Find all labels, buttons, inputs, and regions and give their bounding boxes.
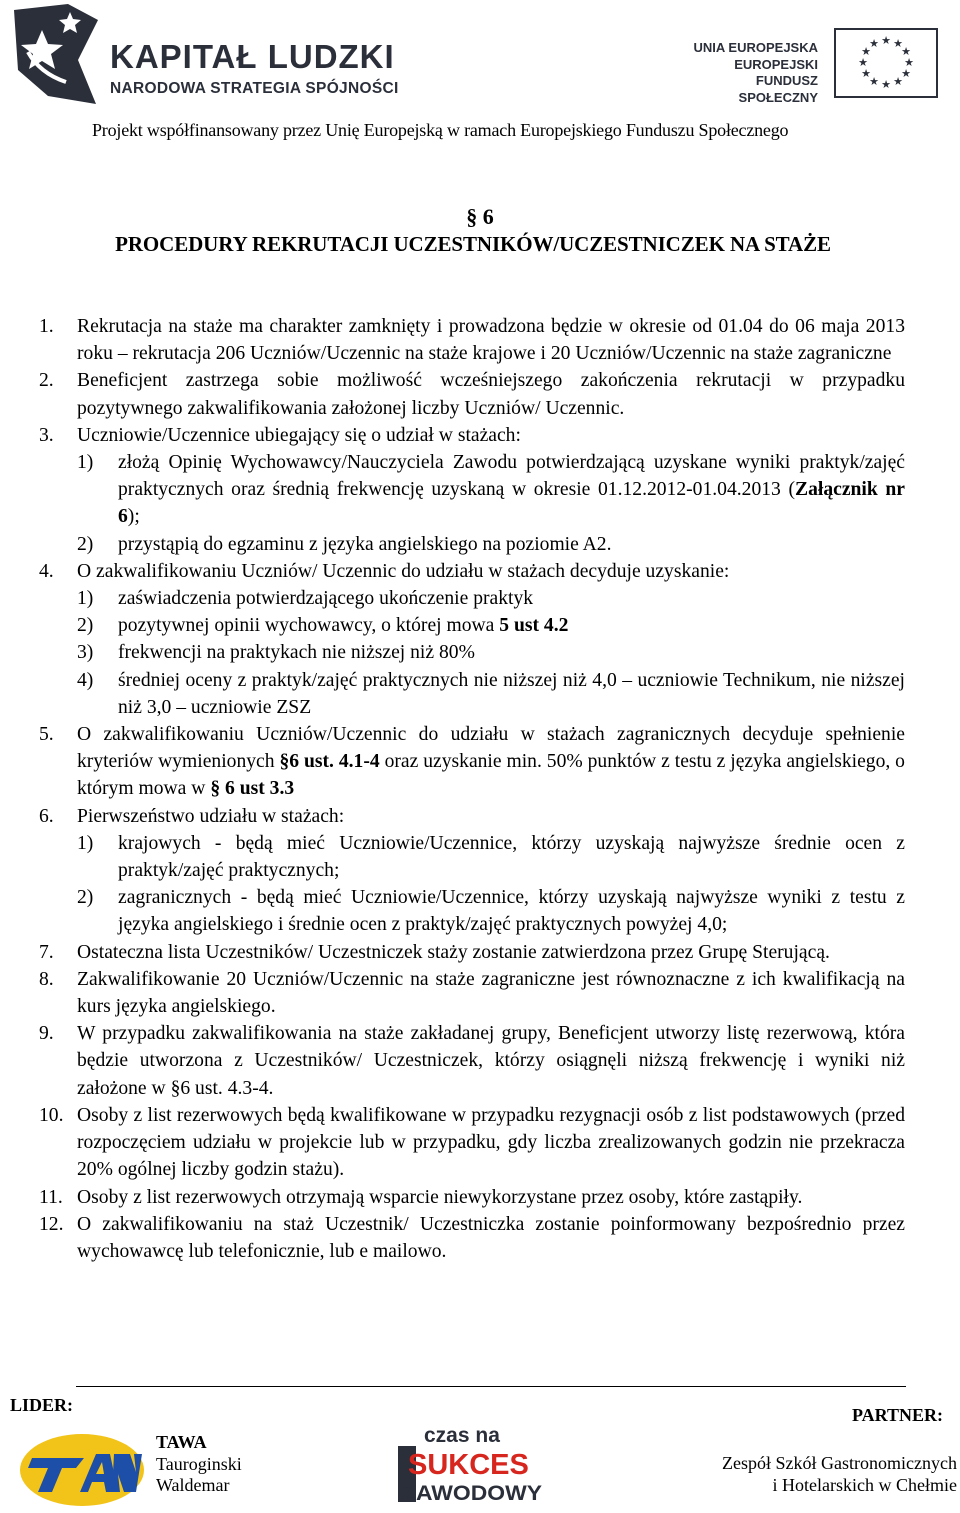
sub-item-text: średniej oceny z praktyk/zajęć praktycznych nie niższej niż 4,0 – uczniowie Technikum, nie niższej niż 3,0 – uczniowie ZSZ xyxy=(118,669,905,718)
item-number: 9. xyxy=(39,1023,54,1045)
tawa-line-2: Tauroginski xyxy=(156,1453,242,1474)
sub-item-number: 2) xyxy=(77,533,94,555)
list-item xyxy=(0,313,905,367)
tawa-name: TAWA xyxy=(156,1432,207,1452)
sub-item-text: frekwencji na praktykach nie niższej niż 80% xyxy=(118,642,475,664)
item-text: Osoby z list rezerwowych otrzymają wsparcie niewykorzystane przez osoby, które zastąpiły. xyxy=(77,1186,803,1208)
sub-item-text: przystąpią do egzaminu z języka angielskiego na poziomie A2. xyxy=(118,533,612,555)
list-item xyxy=(0,1211,905,1265)
document-header xyxy=(0,0,960,150)
item-text: W przypadku zakwalifikowania na staże zakładanej grupy, Beneficjent utworzy listę rezerwową, która będzie utworzona z Uczestników/ Uczestniczek, którzy osiągnęli niższą frekwencję i wyniki niż założone w §6 ust. 4.3-4. xyxy=(77,1023,905,1099)
sukces-line-3: ZAWODOWY xyxy=(402,1482,542,1505)
tawa-text xyxy=(156,1432,242,1497)
item-number: 10. xyxy=(39,1104,64,1126)
sub-item-number: 1) xyxy=(77,832,94,854)
sub-item xyxy=(0,612,905,639)
tawa-line-3: Waldemar xyxy=(156,1475,230,1495)
item-text: Ostateczna lista Uczestników/ Uczestniczek staży zostanie zatwierdzona przez Grupę Sterującą. xyxy=(77,941,830,963)
svg-text:★: ★ xyxy=(869,75,879,88)
sukces-zawodowy-logo-icon xyxy=(396,1420,546,1506)
sub-item xyxy=(0,884,905,938)
sub-item-text: zagranicznych - będą mieć Uczniowie/Uczennice, którzy uzyskają najwyższe wyniki z testu z języka angielskiego i średnie ocen z praktyk/zajęć praktycznych powyżej 4,0; xyxy=(118,887,905,936)
item-number: 8. xyxy=(39,968,54,990)
sub-item xyxy=(0,639,905,666)
item-text: Zakwalifikowanie 20 Uczniów/Uczennic na staże zagraniczne jest równoznaczne z ich kwalifikacją na kurs języka angielskiego. xyxy=(77,968,905,1018)
section-title: PROCEDURY REKRUTACJI UCZESTNIKÓW/UCZESTNICZEK NA STAŻE xyxy=(115,232,831,256)
svg-text:★: ★ xyxy=(861,67,871,80)
sub-item-number: 4) xyxy=(77,669,94,691)
item-number: 3. xyxy=(39,424,54,446)
sub-item-number: 1) xyxy=(77,588,94,610)
cofinance-line: Projekt współfinansowany przez Unię Europejską w ramach Europejskiego Funduszu Społecznego xyxy=(92,120,789,140)
svg-text:★: ★ xyxy=(858,56,868,69)
sub-item-text: złożą Opinię Wychowawcy/Nauczyciela Zawodu potwierdzającą uzyskane wyniki praktyk/zajęć praktycznych oraz średnią frekwencję uzyskaną w okresie 01.12.2012-01.04.2013 ( xyxy=(118,452,905,501)
tawa-logo-icon xyxy=(18,1432,146,1508)
item-number: 4. xyxy=(39,560,54,582)
footer-divider xyxy=(76,1386,906,1387)
item-bold-2: § 6 ust 3.3 xyxy=(210,778,295,800)
sub-item-bold: Załącznik nr 6 xyxy=(118,479,905,528)
sub-item-number: 2) xyxy=(77,615,94,637)
item-bold: §6 ust. 4.1-4 xyxy=(279,751,380,773)
sub-item xyxy=(0,667,905,721)
logo-subtitle: NARODOWA STRATEGIA SPÓJNOŚCI xyxy=(110,80,399,97)
item-text: Uczniowie/Uczennice ubiegający się o udział w stażach: xyxy=(77,424,521,446)
item-text: Osoby z list rezerwowych będą kwalifikowane w przypadku rezygnacji osób z list podstawowych (przed rozpoczęciem udziału w projekcie lub w przypadku, gdy liczba zrealizowanych godzin nie przekracza 20% ogólnej liczby godzin stażu). xyxy=(77,1104,905,1181)
list-item xyxy=(0,966,905,1020)
list-item xyxy=(0,721,905,803)
section-number: § 6 xyxy=(466,204,494,229)
svg-text:★: ★ xyxy=(901,67,911,80)
item-after: oraz uzyskanie min. 50% punktów z testu z języka angielskiego, o którym mowa w xyxy=(77,751,905,800)
svg-text:★: ★ xyxy=(904,56,914,69)
sub-item-after: ); xyxy=(127,506,140,528)
list-item xyxy=(0,1102,905,1184)
list-item xyxy=(0,422,905,558)
list-item xyxy=(0,803,905,939)
item-text: Pierwszeństwo udziału w stażach: xyxy=(77,805,345,827)
eu-line-2: EUROPEJSKI xyxy=(734,56,818,72)
eu-flag-icon xyxy=(834,28,938,98)
kapital-ludzki-logo-icon xyxy=(8,0,108,110)
eu-text xyxy=(684,40,818,106)
svg-text:★: ★ xyxy=(881,78,891,91)
sub-item xyxy=(0,830,905,884)
partner-line-1: Zespół Szkół Gastronomicznych xyxy=(722,1453,957,1473)
procedure-list xyxy=(0,313,960,1265)
item-number: 11. xyxy=(39,1186,63,1208)
item-number: 2. xyxy=(39,370,54,392)
item-text: O zakwalifikowaniu Uczniów/ Uczennic do udziału w stażach decyduje uzyskanie: xyxy=(77,560,730,582)
sub-item-text: pozytywnej opinii wychowawcy, o której mowa xyxy=(118,615,500,637)
item-number: 12. xyxy=(39,1213,64,1235)
svg-text:★: ★ xyxy=(861,45,871,58)
item-text: Beneficjent zastrzega sobie możliwość wcześniejszego zakończenia rekrutacji w przypadku pozytywnego zakwalifikowania założonej liczby Uczniów/ Uczennic. xyxy=(77,370,905,419)
svg-text:★: ★ xyxy=(893,75,903,88)
sukces-line-1: czas na xyxy=(424,1424,500,1447)
item-number: 1. xyxy=(39,316,54,337)
svg-text:★: ★ xyxy=(893,37,903,50)
sub-item-text: zaświadczenia potwierdzającego ukończenie praktyk xyxy=(118,588,534,610)
sub-item-number: 2) xyxy=(77,887,94,909)
svg-text:★: ★ xyxy=(869,37,879,50)
sub-item-text: krajowych - będą mieć Uczniowie/Uczennice, którzy uzyskają najwyższe średnie ocen z praktyk/zajęć praktycznych; xyxy=(118,832,905,882)
partner-label: PARTNER: xyxy=(852,1405,944,1425)
eu-line-3: FUNDUSZ SPOŁECZNY xyxy=(738,73,818,105)
item-number: 6. xyxy=(39,805,54,827)
sukces-line-2: SUKCES xyxy=(408,1449,529,1481)
sub-item xyxy=(0,531,905,558)
svg-text:★: ★ xyxy=(881,34,891,47)
partner-line-2: i Hotelarskich w Chełmie xyxy=(772,1475,957,1495)
logo-title: KAPITAŁ LUDZKI xyxy=(110,38,395,75)
list-item xyxy=(0,1184,905,1211)
sub-item-number: 3) xyxy=(77,642,94,664)
list-item xyxy=(0,1020,905,1102)
svg-text:★: ★ xyxy=(901,45,911,58)
item-number: 5. xyxy=(39,724,54,746)
item-text: Rekrutacja na staże ma charakter zamknięty i prowadzona będzie w okresie od 01.04 do 06 maja 2013 roku – rekrutacja 206 Uczniów/Uczennic na staże krajowe i 20 Uczniów/Uczennic na staże zagraniczne xyxy=(77,316,905,365)
list-item xyxy=(0,367,905,421)
sub-item-number: 1) xyxy=(77,452,94,474)
item-text: O zakwalifikowaniu Uczniów/Uczennic do udziału w stażach zagranicznych decyduje spełnienie kryteriów wymienionych xyxy=(77,724,905,773)
lider-label: LIDER: xyxy=(10,1395,74,1415)
item-number: 7. xyxy=(39,941,54,963)
item-text: O zakwalifikowaniu na staż Uczestnik/ Uczestniczka zostanie poinformowany bezpośrednio przez wychowawcę lub telefonicznie, lub e mailowo. xyxy=(77,1213,905,1262)
sub-item xyxy=(0,585,905,612)
list-item xyxy=(0,558,905,721)
sub-item xyxy=(0,449,905,531)
list-item xyxy=(0,939,905,966)
sub-item-bold: 5 ust 4.2 xyxy=(499,615,569,637)
eu-line-1: UNIA EUROPEJSKA xyxy=(693,40,818,55)
partner-name xyxy=(680,1452,957,1496)
